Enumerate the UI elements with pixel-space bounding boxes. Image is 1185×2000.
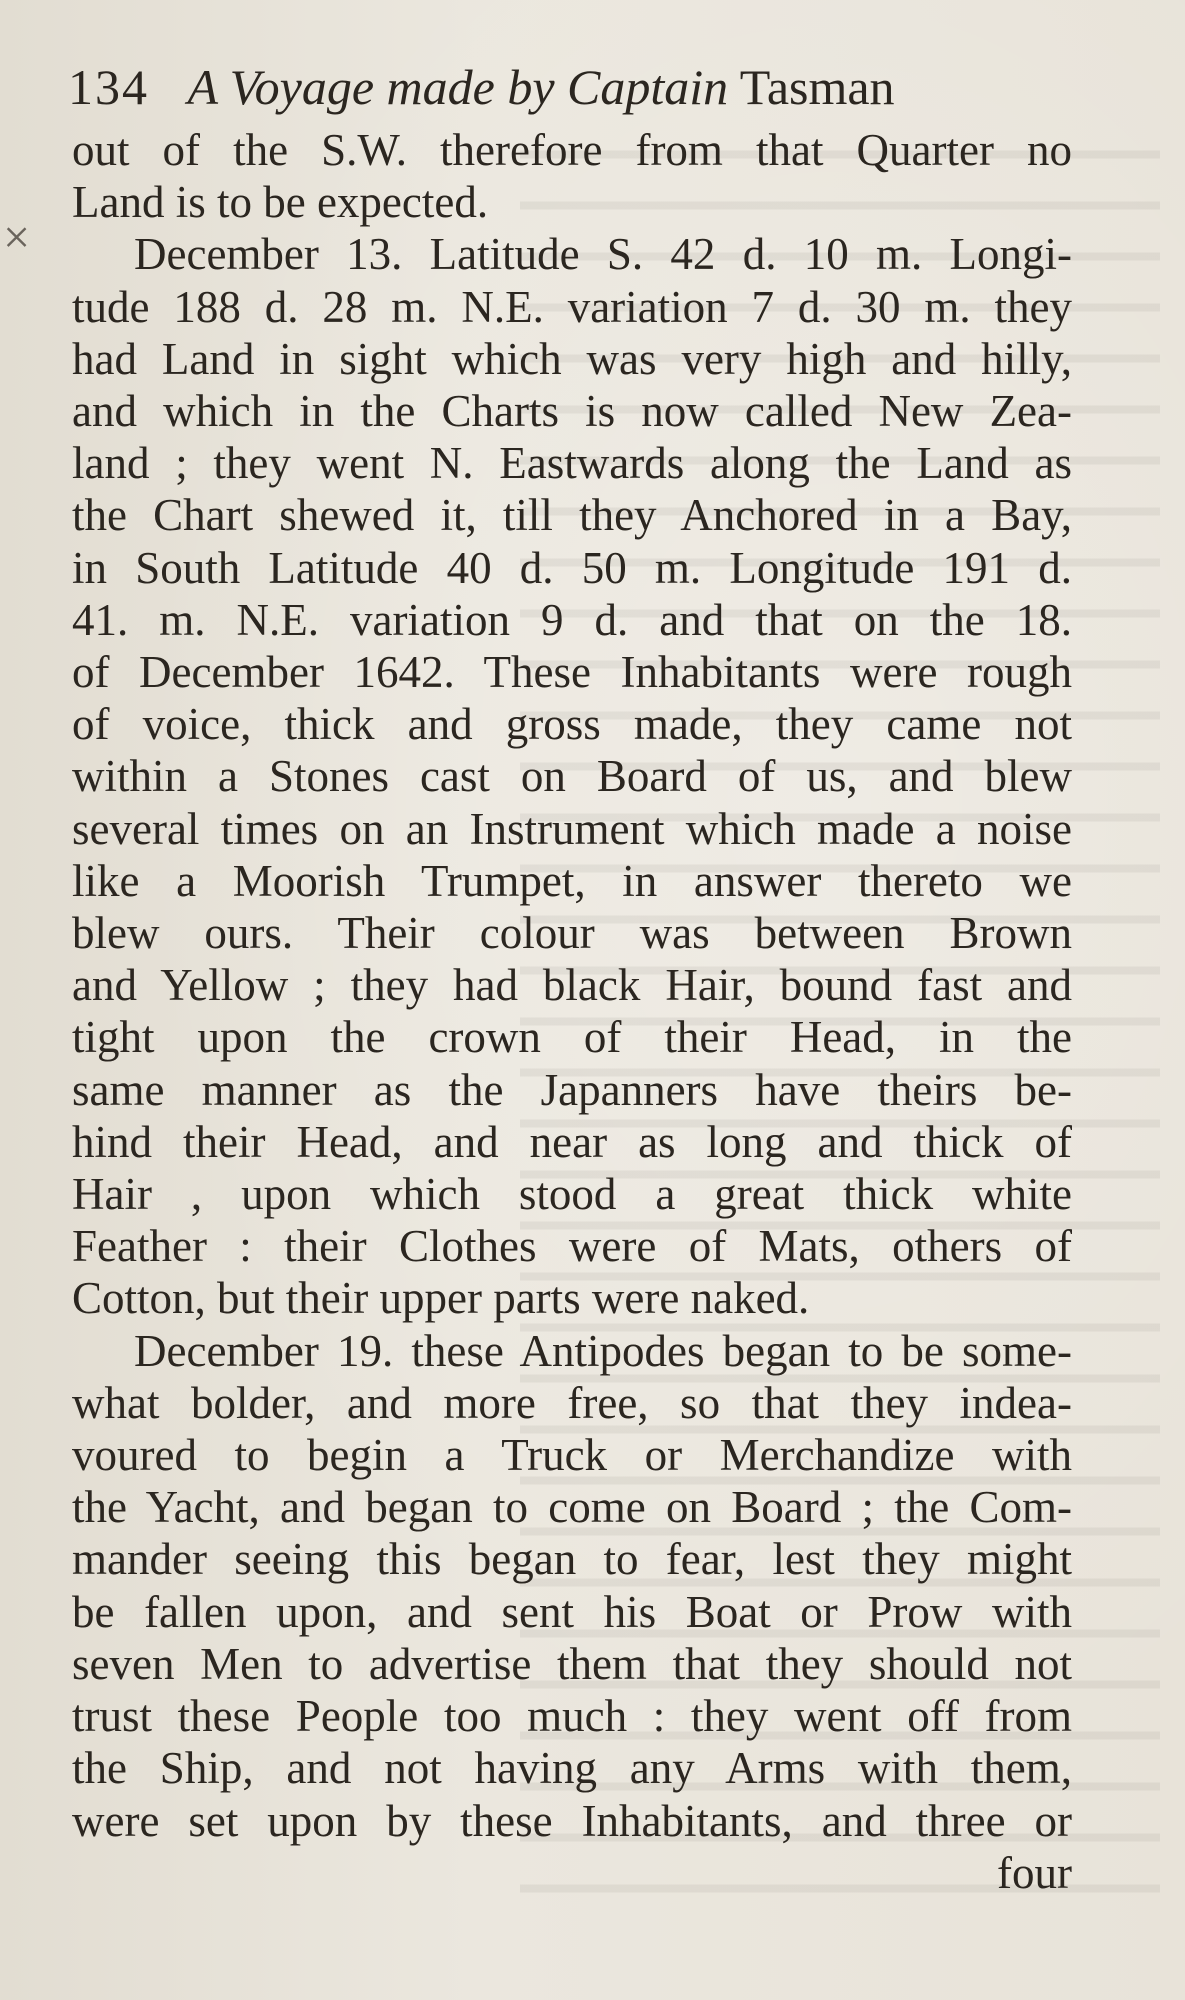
text-line: tight upon the crown of their Head, in the — [72, 1012, 1072, 1063]
text-line: tude 188 d. 28 m. N.E. variation 7 d. 30 m. they — [72, 281, 1072, 332]
text-line: be fallen upon, and sent his Boat or Prow with — [72, 1586, 1072, 1637]
text-line: the Chart shewed it, till they Anchored in a Bay, — [72, 490, 1072, 541]
text-line: and Yellow ; they had black Hair, bound fast and — [72, 960, 1072, 1011]
text-line: in South Latitude 40 d. 50 m. Longitude 191 d. — [72, 542, 1072, 593]
text-line: 41. m. N.E. variation 9 d. and that on the 18. — [72, 594, 1072, 645]
text-line: trust these People too much : they went off from — [72, 1691, 1072, 1742]
text-line: Cotton, but their upper parts were naked. — [72, 1273, 810, 1324]
text-line: mander seeing this began to fear, lest they might — [72, 1534, 1072, 1585]
text-line: like a Moorish Trumpet, in answer thereto we — [72, 855, 1072, 906]
text-line: of voice, thick and gross made, they came not — [72, 699, 1072, 750]
text-line: same manner as the Japanners have theirs be- — [72, 1064, 1072, 1115]
text-line: seven Men to advertise them that they should not — [72, 1638, 1072, 1689]
text-line: December 19. these Antipodes began to be some- — [134, 1325, 1072, 1376]
text-line: Land is to be expected. — [72, 177, 489, 228]
text-line: December 13. Latitude S. 42 d. 10 m. Longi- — [134, 229, 1072, 280]
text-line: out of the S.W. therefore from that Quarter no — [72, 125, 1072, 175]
text-line: hind their Head, and near as long and thick of — [72, 1116, 1072, 1167]
text-line: blew ours. Their colour was between Brown — [72, 908, 1072, 959]
text-line: what bolder, and more free, so that they indea- — [72, 1377, 1072, 1428]
running-title: A Voyage made by Captain — [187, 59, 729, 115]
text-line: Feather : their Clothes were of Mats, others of — [72, 1221, 1072, 1272]
text-line: the Yacht, and began to come on Board ; the Com- — [72, 1482, 1072, 1533]
text-line: within a Stones cast on Board of us, and blew — [72, 751, 1072, 802]
text-line: voured to begin a Truck or Merchandize with — [72, 1430, 1072, 1481]
text-line: of December 1642. These Inhabitants were rough — [72, 647, 1072, 698]
text-line: the Ship, and not having any Arms with them, — [72, 1743, 1072, 1794]
page-number: 134 — [68, 59, 149, 115]
text-line: and which in the Charts is now called New Zea- — [72, 386, 1072, 437]
text-line: were set upon by these Inhabitants, and three or — [72, 1795, 1072, 1846]
catchword: four — [997, 1847, 1072, 1898]
running-title-name: Tasman — [739, 59, 895, 115]
text-line: several times on an Instrument which made a noise — [72, 803, 1072, 854]
margin-annotation-mark: × — [0, 211, 33, 264]
body-text — [72, 124, 1072, 1899]
text-line: Hair , upon which stood a great thick white — [72, 1169, 1072, 1220]
running-header — [68, 52, 1068, 122]
text-line: land ; they went N. Eastwards along the Land as — [72, 438, 1072, 489]
text-line: had Land in sight which was very high and hilly, — [72, 333, 1072, 384]
